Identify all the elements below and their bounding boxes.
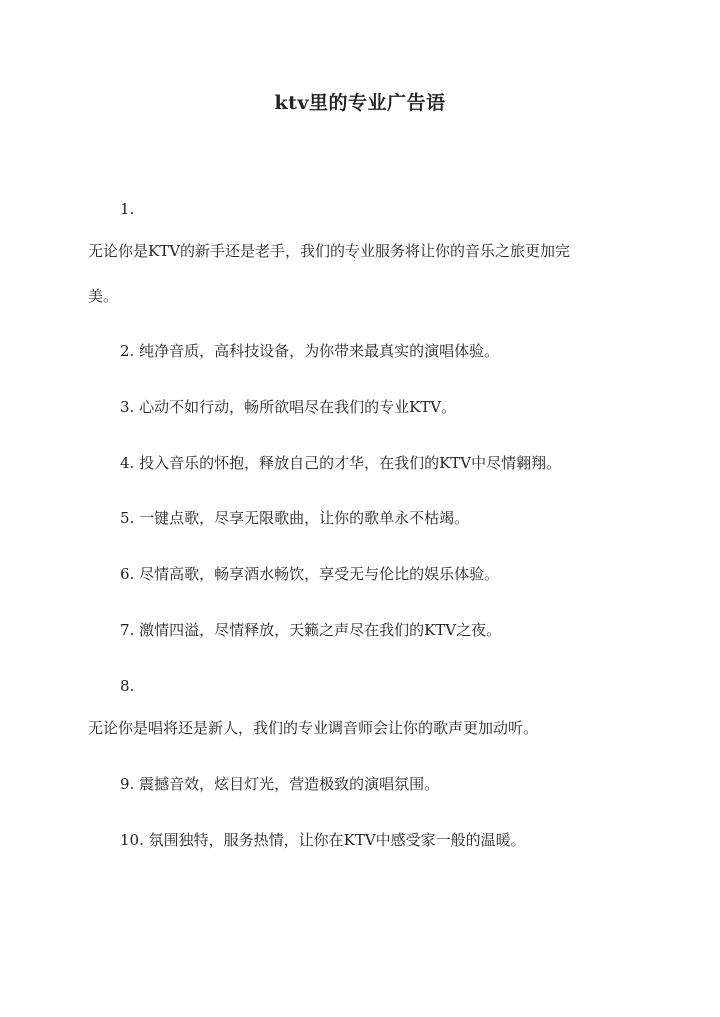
line-9: 9. 震撼音效，炫目灯光，营造极致的演唱氛围。	[120, 775, 440, 793]
line-5: 5. 一键点歌，尽享无限歌曲，让你的歌单永不枯竭。	[120, 509, 470, 527]
line-8-number: 8.	[120, 677, 135, 695]
line-2: 2. 纯净音质，高科技设备，为你带来最真实的演唱体验。	[120, 342, 500, 360]
line-7: 7. 激情四溢，尽情释放，天籁之声尽在我们的KTV之夜。	[120, 621, 502, 639]
line-1-text-cont: 美。	[88, 287, 119, 305]
line-8-text: 无论你是唱将还是新人，我们的专业调音师会让你的歌声更加动听。	[88, 719, 539, 737]
line-10: 10. 氛围独特，服务热情，让你在KTV中感受家一般的温暖。	[120, 831, 526, 849]
line-1-text: 无论你是KTV的新手还是老手，我们的专业服务将让你的音乐之旅更加完	[88, 242, 571, 260]
document-title: ktv里的专业广告语	[274, 92, 446, 114]
line-6: 6. 尽情高歌，畅享酒水畅饮，享受无与伦比的娱乐体验。	[120, 565, 500, 583]
line-1-number: 1.	[120, 200, 135, 218]
line-3: 3. 心动不如行动，畅所欲唱尽在我们的专业KTV。	[120, 398, 457, 416]
line-4: 4. 投入音乐的怀抱，释放自己的才华，在我们的KTV中尽情翱翔。	[120, 454, 562, 472]
